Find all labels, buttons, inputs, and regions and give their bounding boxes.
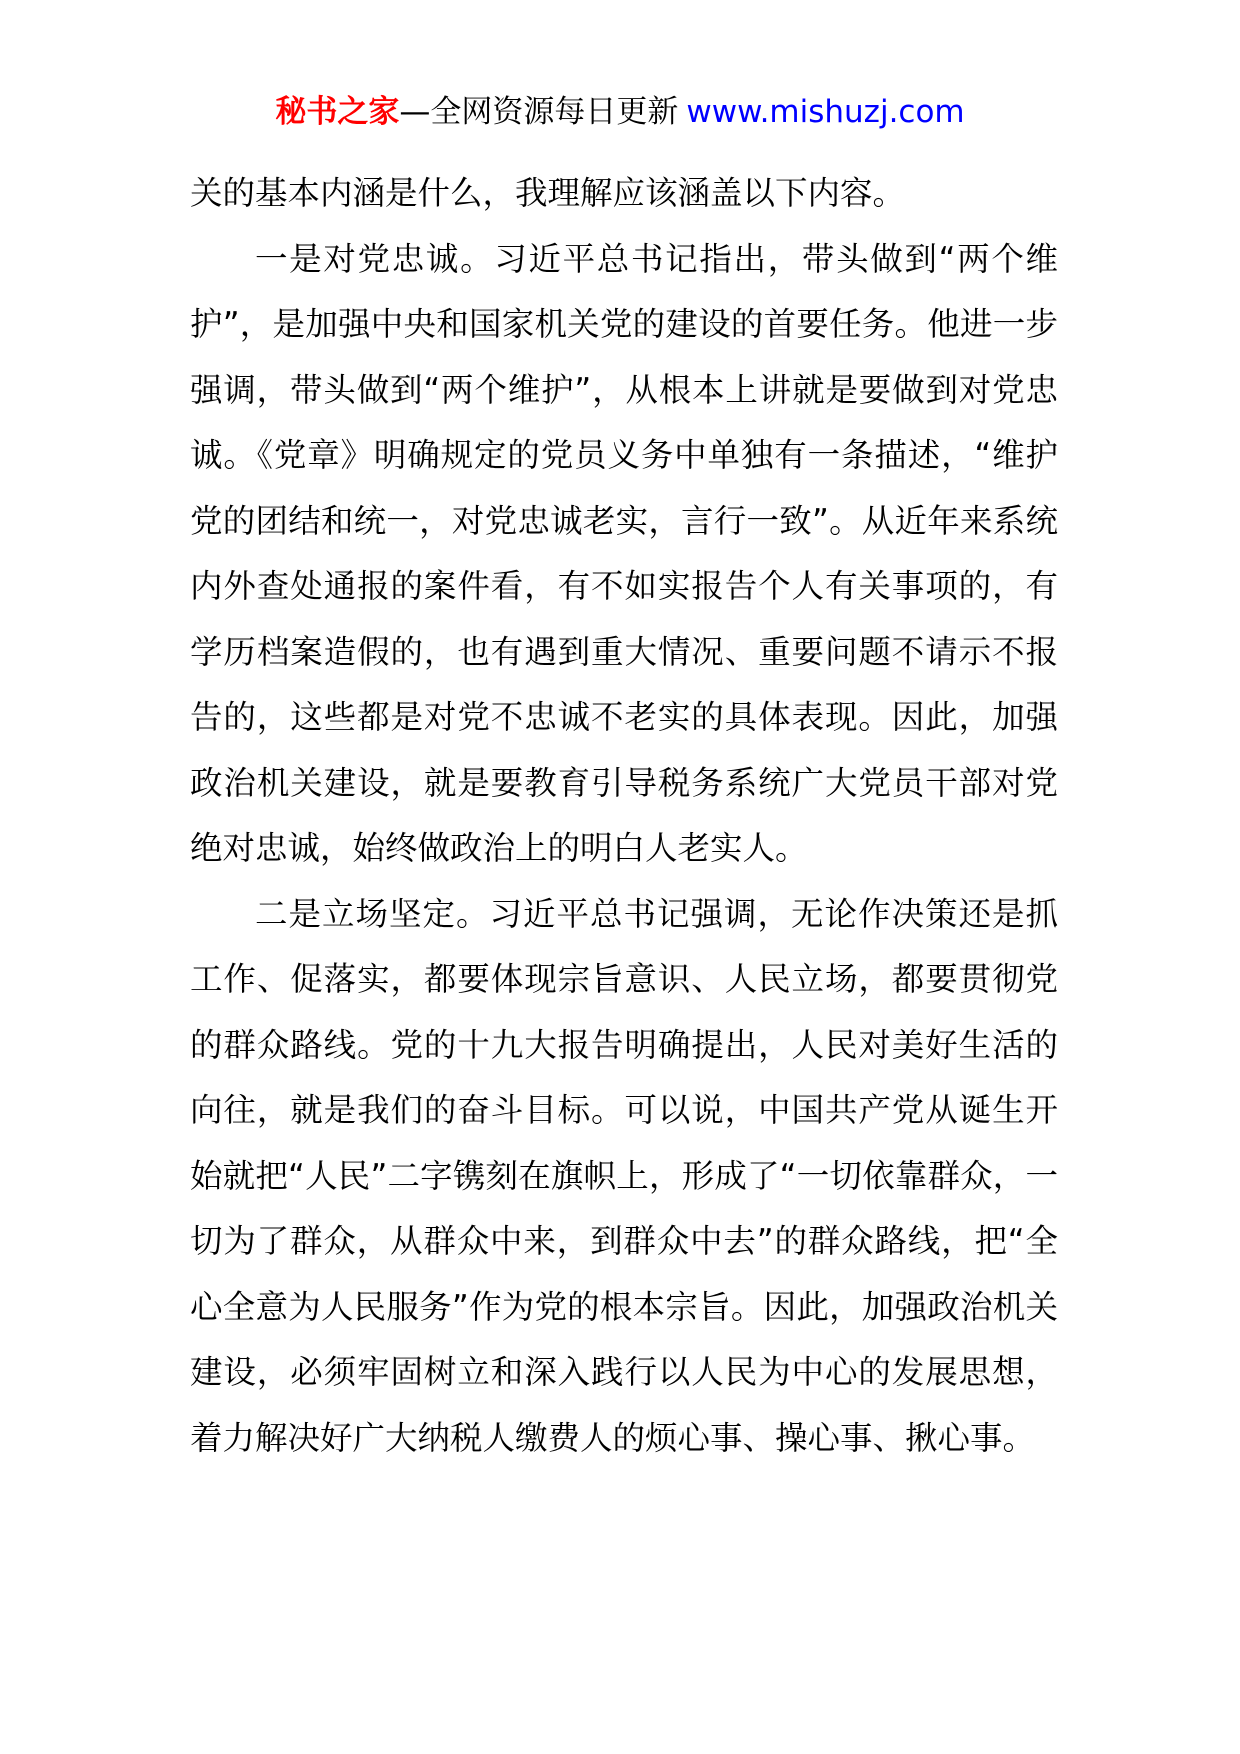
site-url-link[interactable]: www.mishuzj.com bbox=[686, 94, 965, 130]
page-header bbox=[0, 92, 1240, 132]
site-tagline: —全网资源每日更新 bbox=[399, 94, 679, 130]
site-brand: 秘书之家 bbox=[275, 94, 400, 130]
paragraph-continued: 关的基本内涵是什么，我理解应该涵盖以下内容。 bbox=[190, 174, 906, 212]
paragraph-stance: 二是立场坚定。习近平总书记强调，无论作决策还是抓工作、促落实，都要体现宗旨意识、人民立场，都要贯彻党的群众路线。党的十九大报告明确提出，人民对美好生活的向往，就是我们的奋斗目标。可以说，中国共产党从诞生开始就把“人民”二字镌刻在旗帜上，形成了“一切依靠群众，一切为了群众，从群众中来，到群众中去”的群众路线，把“全心全意为人民服务”作为党的根本宗旨。因此，加强政治机关建设，必须牢固树立和深入践行以人民为中心的发展思想，着力解决好广大纳税人缴费人的烦心事、操心事、揪心事。 bbox=[190, 894, 1058, 1457]
paragraph-loyalty: 一是对党忠诚。习近平总书记指出，带头做到“两个维护”，是加强中央和国家机关党的建设的首要任务。他进一步强调，带头做到“两个维护”，从根本上讲就是要做到对党忠诚。《党章》明确规定的党员义务中单独有一条描述，“维护党的团结和统一，对党忠诚老实，言行一致”。从近年来系统内外查处通报的案件看，有不如实报告个人有关事项的，有学历档案造假的，也有遇到重大情况、重要问题不请示不报告的，这些都是对党不忠诚不老实的具体表现。因此，加强政治机关建设，就是要教育引导税务系统广大党员干部对党绝对忠诚，始终做政治上的明白人老实人。 bbox=[190, 239, 1058, 867]
document-body bbox=[190, 161, 1058, 1471]
